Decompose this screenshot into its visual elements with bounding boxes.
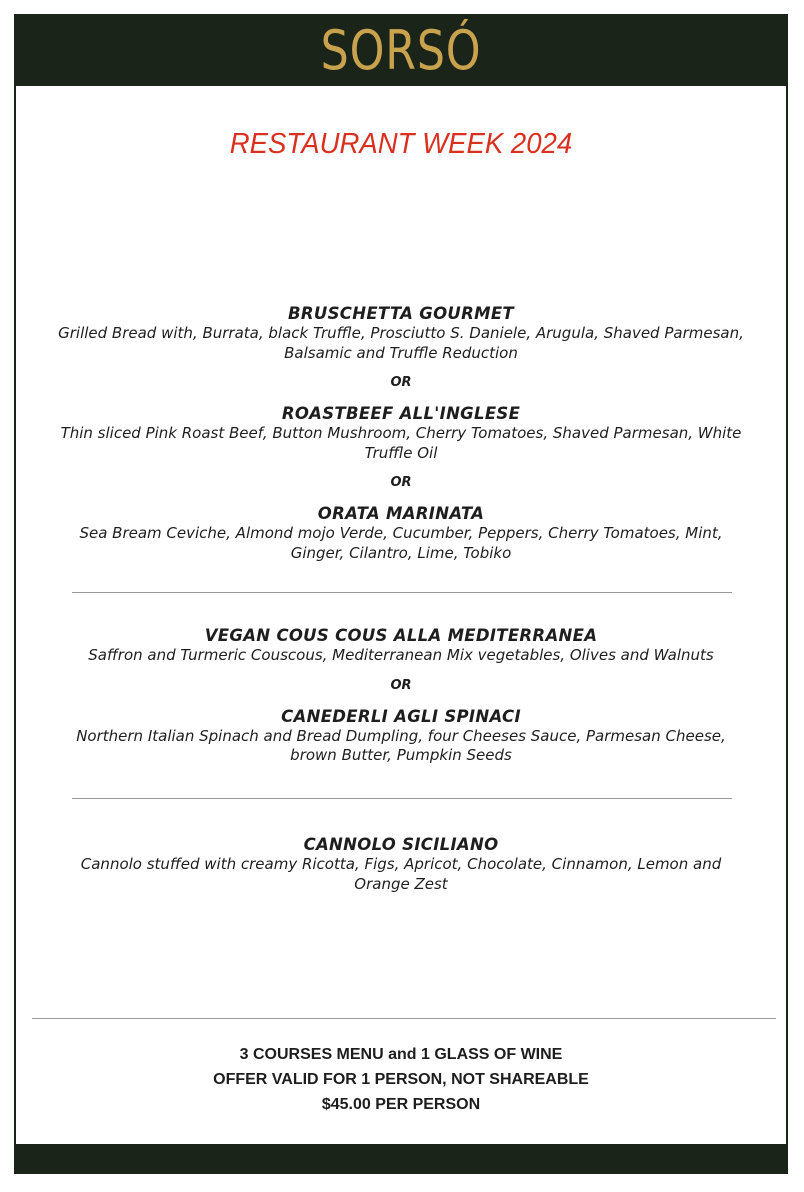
offer-line: 3 COURSES MENU and 1 GLASS OF WINE [239, 1046, 563, 1063]
dish-name: VEGAN COUS COUS ALLA MEDITERRANEA [204, 626, 598, 645]
dish-description: Grilled Bread with, Burrata, black Truffle, Prosciutto S. Daniele, Arugula, Shaved Parmesan, Balsamic and Truffle Reduction [58, 324, 744, 362]
price-line: $45.00 PER PERSON [321, 1096, 481, 1113]
offer-details [16, 1042, 786, 1117]
dish-description: Thin sliced Pink Roast Beef, Button Mushroom, Cherry Tomatoes, Shaved Parmesan, White Truffle Oil [60, 424, 742, 462]
course-divider [72, 798, 732, 799]
dish-name: CANEDERLI AGLI SPINACI [281, 706, 521, 726]
course-dessert [16, 835, 786, 894]
offer-divider [32, 1018, 776, 1019]
header-band [16, 16, 786, 86]
or-separator: OR [390, 677, 412, 693]
course-mains [16, 626, 786, 766]
or-separator: OR [390, 375, 412, 390]
dish-description: Saffron and Turmeric Couscous, Mediterranean Mix vegetables, Olives and Walnuts [88, 646, 714, 664]
dish-name: ORATA MARINATA [317, 504, 485, 523]
restaurant-logo: SORSÓ [320, 19, 482, 82]
page-title: RESTAURANT WEEK 2024 [229, 128, 573, 160]
dish-name: CANNOLO SICILIANO [303, 835, 499, 854]
footer-band [16, 1144, 786, 1172]
offer-line: OFFER VALID FOR 1 PERSON, NOT SHAREABLE [213, 1071, 589, 1088]
dish-description: Sea Bream Ceviche, Almond mojo Verde, Cucumber, Peppers, Cherry Tomatoes, Mint, Ginger, Cilantro, Lime, Tobiko [79, 524, 723, 562]
dish-name: ROASTBEEF ALL'INGLESE [281, 404, 521, 423]
course-divider [72, 592, 732, 593]
course-starters [16, 304, 786, 563]
menu-page [14, 14, 788, 1174]
dish-description: Northern Italian Spinach and Bread Dumpling, four Cheeses Sauce, Parmesan Cheese, brown Butter, Pumpkin Seeds [76, 726, 726, 764]
dish-description: Cannolo stuffed with creamy Ricotta, Figs, Apricot, Chocolate, Cinnamon, Lemon and Orange Zest [80, 855, 722, 893]
dish-name: BRUSCHETTA GOURMET [288, 304, 514, 323]
or-separator: OR [390, 475, 412, 490]
